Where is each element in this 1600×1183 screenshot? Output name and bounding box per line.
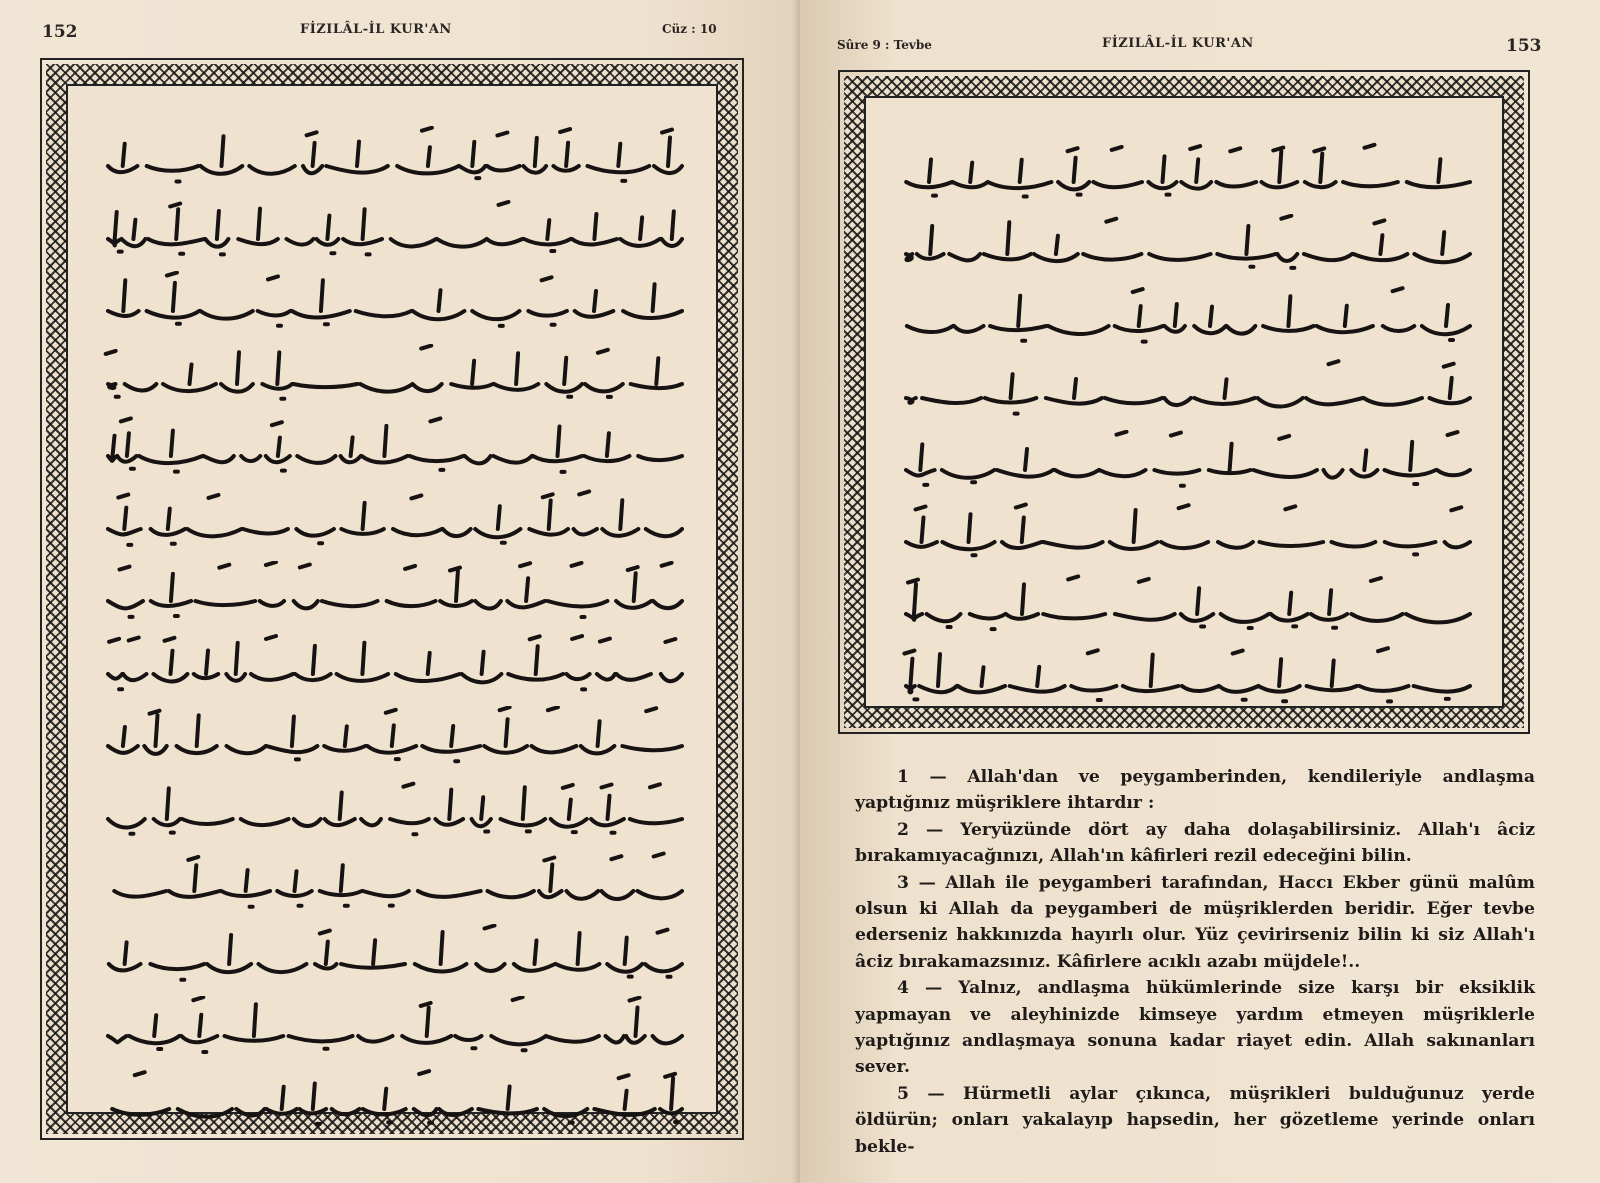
translation-text [855,764,1535,1160]
verse-translation-1: 1 — Allah'dan ve peygamberinden, kendileriyle andlaşma yaptığınız müşriklere ihtardır : [855,767,1535,814]
verse-translation-2: 2 — Yeryüzünde dört ay daha dolaşabilirsiniz. Allah'ı âciz bırakamıyacağınızı, Allah'ın kâfirleri rezil edeceğini bilin. [855,819,1535,867]
verse-translation-4: 4 — Yalnız, andlaşma hükümlerinde size karşı bir eksiklik yapmayan ve aleyhinizde kimseye yardım etmeyen müşriklerle yaptığınız andlaşmaya sonuna kadar riayet edin. Allah sakınanları sever. [855,978,1535,1078]
left-calligraphy-line [102,996,688,1056]
verse-translation-5: 5 — Hürmetli aylar çıkınca, müşrikleri bulduğunuz yerde öldürün; onları yakalayıp hapsedin, her gözetleme yerinde onları bekle- [855,1083,1535,1157]
left-calligraphy-line [102,561,688,621]
surah-label: Sûre 9 : Tevbe [837,38,932,52]
left-calligraphy-panel [66,84,718,1114]
right-page-number: 153 [1506,36,1542,56]
left-page-number: 152 [42,22,78,42]
left-running-title: FİZILÂL-İL KUR'AN [300,22,452,37]
juz-label: Cüz : 10 [662,22,717,36]
right-calligraphy-line [900,142,1476,202]
left-calligraphy-line [102,271,688,331]
right-calligraphy-line [900,502,1476,562]
right-calligraphy-line [900,430,1476,490]
left-calligraphy-line [102,489,688,549]
left-calligraphy-line [102,1069,688,1129]
right-ornamental-frame [838,70,1530,734]
right-calligraphy-line [900,358,1476,418]
right-calligraphy-line [900,214,1476,274]
right-calligraphy-line [900,646,1476,706]
left-calligraphy-line [102,851,688,911]
left-calligraphy-line [102,779,688,839]
left-ornamental-frame [40,58,744,1140]
right-calligraphy-panel [864,96,1504,708]
left-calligraphy-line [102,126,688,186]
left-calligraphy-line [102,706,688,766]
right-calligraphy-line [900,286,1476,346]
left-calligraphy-line [102,634,688,694]
right-running-title: FİZILÂL-İL KUR'AN [1102,36,1254,51]
left-calligraphy-line [102,199,688,259]
verse-translation-3: 3 — Allah ile peygamberi tarafından, Haccı Ekber günü malûm olsun ki Allah da peygamberi de müşriklerden beridir. Eğer tevbe ederseniz hakkınızda hayırlı olur. Yüz çevirirseniz bilin ki siz Allah'ı âciz bırakamazsınız. Kâfirlere acıklı azabı müjdele!.. [855,872,1535,972]
left-calligraphy-line [102,344,688,404]
left-calligraphy-line [102,924,688,984]
right-calligraphy-line [900,574,1476,634]
left-calligraphy-line [102,416,688,476]
